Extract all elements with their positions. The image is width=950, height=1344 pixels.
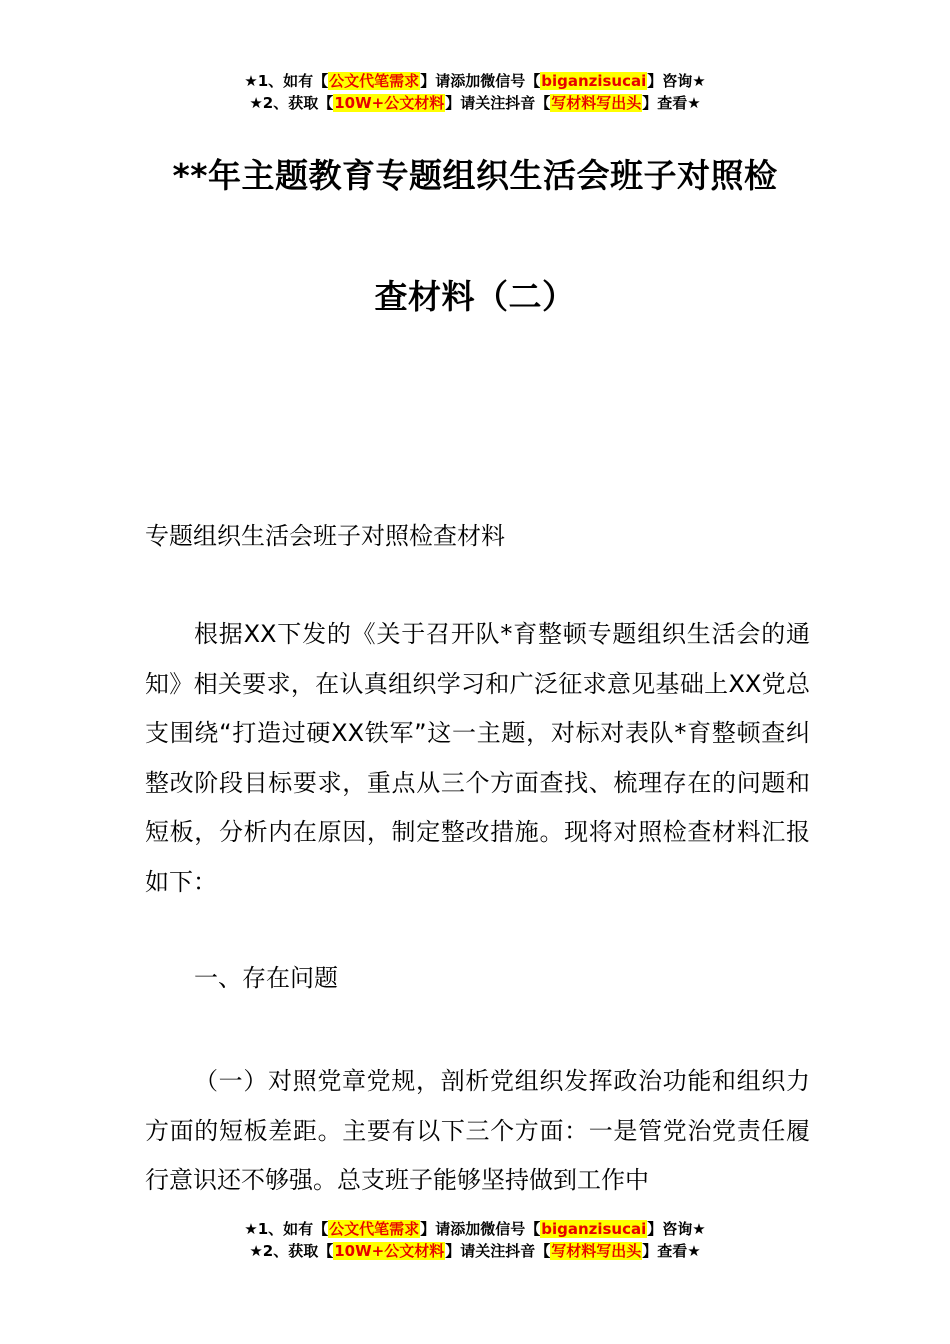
banner-line-1 (0, 1218, 950, 1240)
banner-text: 】查看★ (642, 1242, 701, 1260)
banner-highlight: 写材料写出头 (551, 94, 642, 112)
banner-text: 】咨询★ (647, 1220, 706, 1238)
banner-text: 】请关注抖音【 (445, 1242, 551, 1260)
banner-highlight: biganzisucai (541, 72, 647, 90)
banner-highlight: 公文代笔需求 (329, 72, 420, 90)
banner-line-2 (0, 1240, 950, 1262)
banner-text: ★2、获取【 (249, 1242, 334, 1260)
banner-text: ★1、如有【 (244, 1220, 329, 1238)
body-paragraph-1: 根据XX下发的《关于召开队*育整顿专题组织生活会的通知》相关要求，在认真组织学习和广泛征求意见基础上XX党总支围绕“打造过硬XX铁军”这一主题，对标对表队*育整顿查纠整改阶段目标要求，重点从三个方面查找、梳理存在的问题和短板，分析内在原因，制定整改措施。现将对照检查材料汇报如下： (145, 620, 810, 896)
bottom-banner (0, 1218, 950, 1262)
banner-highlight: 公文代笔需求 (329, 1220, 420, 1238)
top-banner (0, 70, 950, 114)
banner-text: 】请添加微信号【 (420, 1220, 541, 1238)
document-title-line-1: **年主题教育专题组织生活会班子对照检 (172, 156, 778, 195)
banner-highlight: 10W+公文材料 (334, 94, 445, 112)
section-heading: 一、存在问题 (194, 964, 338, 992)
banner-text: ★1、如有【 (244, 72, 329, 90)
banner-text: 】咨询★ (647, 72, 706, 90)
banner-line-1 (0, 70, 950, 92)
document-subtitle: 专题组织生活会班子对照检查材料 (145, 522, 505, 550)
banner-text: 】请添加微信号【 (420, 72, 541, 90)
banner-text: ★2、获取【 (249, 94, 334, 112)
banner-line-2 (0, 92, 950, 114)
banner-text: 】请关注抖音【 (445, 94, 551, 112)
body-paragraph-2: （一）对照党章党规，剖析党组织发挥政治功能和组织力方面的短板差距。主要有以下三个方面：一是管党治党责任履行意识还不够强。总支班子能够坚持做到工作中 (145, 1067, 810, 1195)
banner-highlight: 10W+公文材料 (334, 1242, 445, 1260)
banner-highlight: 写材料写出头 (551, 1242, 642, 1260)
banner-highlight: biganzisucai (541, 1220, 647, 1238)
document-title-line-2: 查材料（二） (374, 277, 576, 316)
banner-text: 】查看★ (642, 94, 701, 112)
